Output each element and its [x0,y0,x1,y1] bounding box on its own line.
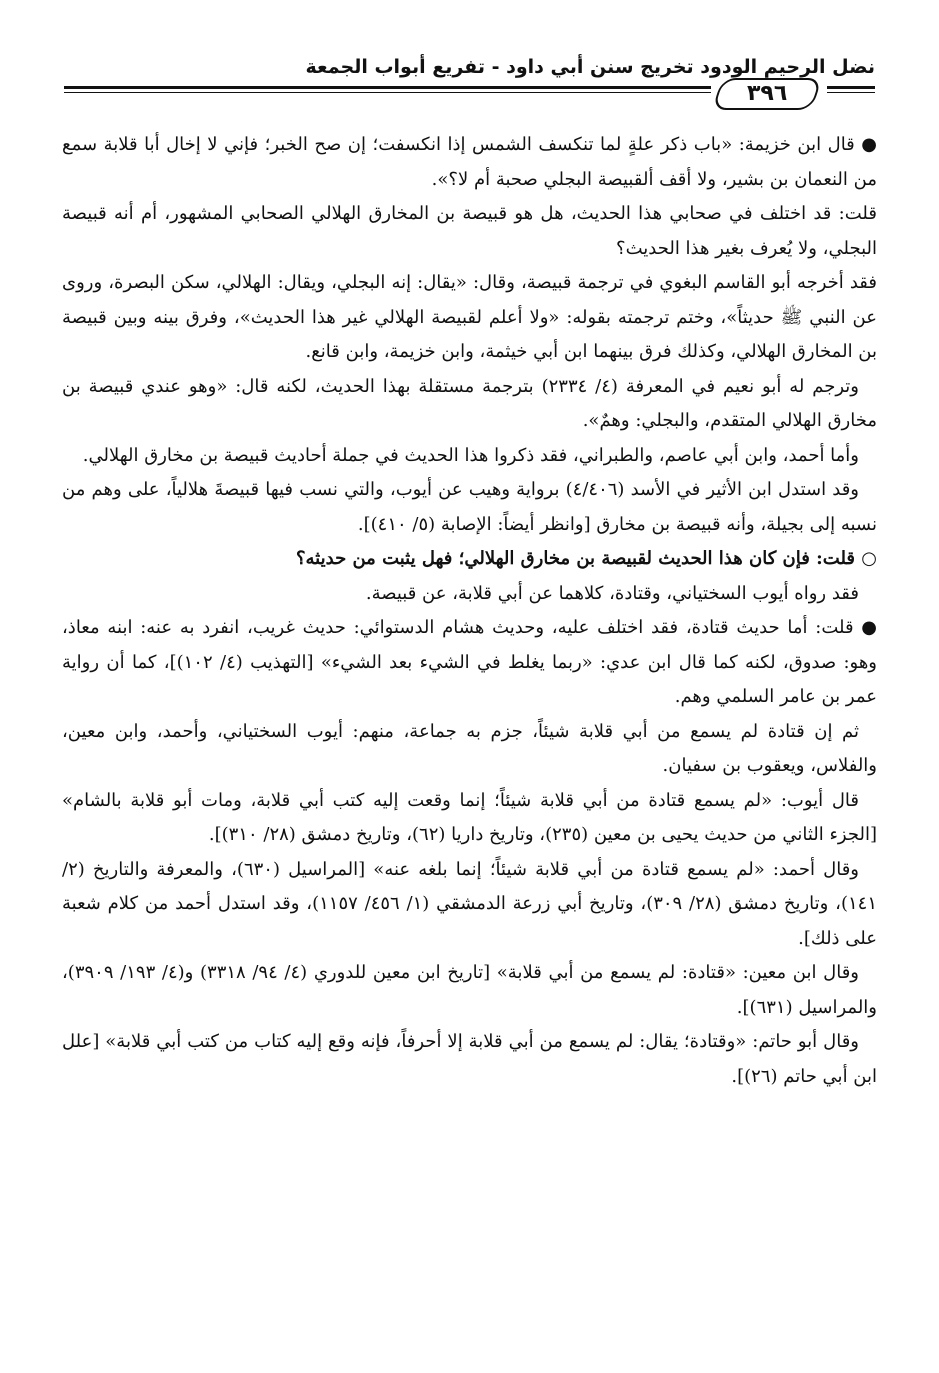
paragraph: فقد أخرجه أبو القاسم البغوي في ترجمة قبيصة، وقال: «يقال: إنه البجلي، ويقال: الهلالي، سكن البصرة، وروى عن النبي ﷺ حديثاً»، وختم ترجمته بقوله: «ولا أعلم لقبيصة الهلالي غير هذا الحديث»، وفرق بينه وبين قبيصة بن المخارق الهلالي، وكذلك فرق بينهما ابن أبي خيثمة، وابن خزيمة، وابن قانع. [62,272,877,362]
paragraph: قال أيوب: «لم يسمع قتادة من أبي قلابة شيئاً؛ إنما وقعت إليه كتب أبي قلابة، ومات أبو قلابة بالشام» [الجزء الثاني من حديث يحيى بن معين (٢٣٥)، وتاريخ داريا (٦٢)، وتاريخ دمشق (٢٨/ ٣١٠)]. [62,789,877,845]
paragraph: وقد استدل ابن الأثير في الأسد (٤/٤٠٦) برواية وهيب عن أيوب، والتي نسب فيها قبيصةَ هلالياً، على وهم من نسبه إلى بجيلة، وأنه قبيصة بن مخارق [وانظر أيضاً: الإصابة (٥/ ٤١٠)]. [62,479,877,535]
page-number-badge [712,78,822,110]
paragraph: ● قال ابن خزيمة: «باب ذكر علةٍ لما تنكسف الشمس إذا انكسفت؛ إن صح الخبر؛ فإني لا إخال أبا قلابة سمع من النعمان بن بشير، ولا أقف ألقبيصة البجلي صحبة أم لا؟». [62,134,877,190]
paragraph: وقال أبو حاتم: «وقتادة؛ يقال: لم يسمع من أبي قلابة إلا أحرفاً، فإنه وقع إليه كتاب من كتب أبي قلابة» [علل ابن أبي حاتم (٢٦)]. [62,1031,877,1087]
page-header [64,52,875,112]
page-number-frame [711,78,827,108]
paragraph: ● قلت: أما حديث قتادة، فقد اختلف عليه، وحديث هشام الدستوائي: حديث غريب، انفرد به عنه: ابنه معاذ، وهو: صدوق، لكنه كما قال ابن عدي: «ربما يغلط في الشيء بعد الشيء» [التهذيب (٤/ ١٠٢)]، كما أن رواية عمر بن عامر السلمي وهم. [62,617,878,707]
paragraph: وقال أحمد: «لم يسمع قتادة من أبي قلابة شيئاً؛ إنما بلغه عنه» [المراسيل (٦٣٠)، والمعرفة والتاريخ (٢/ ١٤١)، وتاريخ دمشق (٢٨/ ٣٠٩)، وتاريخ أبي زرعة الدمشقي (١/ ٤٥٦/ ١١٥٧)، وقد استدل أحمد من كلام شعبة على ذلك]. [62,858,878,949]
running-title: نضل الرحيم الودود تخريج سنن أبي داود - تفريع أبواب الجمعة [305,56,875,78]
body-text [62,128,877,1094]
paragraph: وقال ابن معين: «قتادة: لم يسمع من أبي قلابة» [تاريخ ابن معين للدوري (٤/ ٩٤/ ٣٣١٨) و(٤/ ١٩٣/ ٣٩٠٩)، والمراسيل (٦٣١)]. [62,962,877,1018]
paragraph: وترجم له أبو نعيم في المعرفة (٤/ ٢٣٣٤) بترجمة مستقلة بهذا الحديث، لكنه قال: «وهو عندي قبيصة بن مخارق الهلالي المتقدم، والبجلي: وهمٌ». [62,375,877,431]
paragraph: فقد رواه أيوب السختياني، وقتادة، كلاهما عن أبي قلابة، عن قبيصة. [365,582,859,604]
paragraph: قلت: قد اختلف في صحابي هذا الحديث، هل هو قبيصة بن المخارق الهلالي الصحابي المشهور، أم أنه قبيصة البجلي، ولا يُعرف بغير هذا الحديث؟ [62,203,877,259]
question-heading: ○ قلت: فإن كان هذا الحديث لقبيصة بن مخارق الهلالي؛ فهل يثبت من حديثه؟ [295,548,877,569]
paragraph: وأما أحمد، وابن أبي عاصم، والطبراني، فقد ذكروا هذا الحديث في جملة أحاديث قبيصة بن مخارق الهلالي. [82,444,859,466]
paragraph: ثم إن قتادة لم يسمع من أبي قلابة شيئاً، جزم به جماعة، منهم: أيوب السختياني، وأحمد، وابن معين، والفلاس، ويعقوب بن سفيان. [62,720,877,776]
page-number: ٣٩٦ [746,81,788,106]
